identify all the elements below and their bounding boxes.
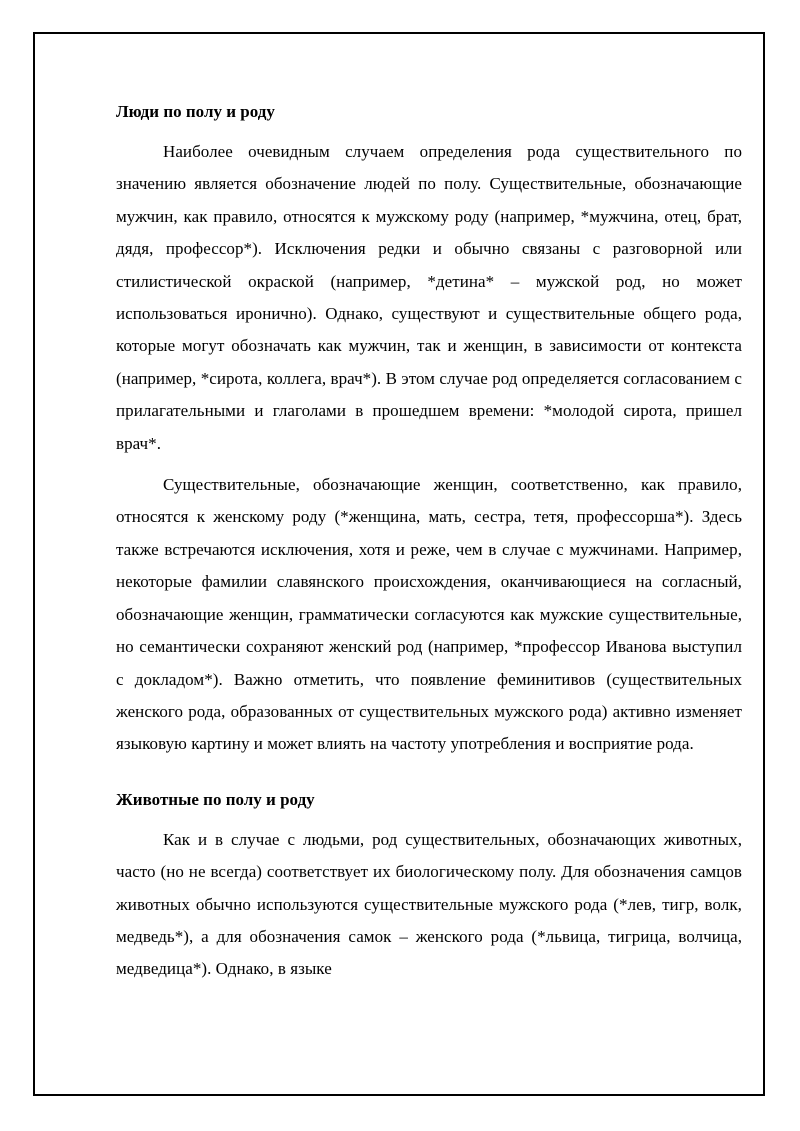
paragraph-animals: Как и в случае с людьми, род существительных, обозначающих животных, часто (но не всегда) соответствует их биологическому полу. Для обозначения самцов животных обычно используются существительные мужского рода (*лев, тигр, волк, медведь*), а для обозначения самок – женского рода (*львица, тигрица, волчица, медведица*). Однако, в языке (116, 829, 742, 979)
document-body (116, 96, 742, 986)
section-heading-animals: Животные по полу и роду (116, 789, 315, 809)
section-heading-people: Люди по полу и роду (116, 102, 275, 121)
paragraph-people-women: Существительные, обозначающие женщин, соответственно, как правило, относятся к женскому роду (*женщина, мать, сестра, тетя, профессорша*). Здесь также встречаются исключения, хотя и реже, чем в случае с мужчинами. Например, некоторые фамилии славянского происхождения, оканчивающиеся на согласный, обозначающие женщин, грамматически согласуются как мужские существительные, но семантически сохраняют женский род (например, *профессор Иванова выступил с докладом*). Важно отметить, что появление феминитивов (существительных женского рода, образованных от существительных мужского рода) активно изменяет языковую картину и может влиять на частоту употребления и восприятие рода. (116, 475, 742, 754)
paragraph-people-men: Наиболее очевидным случаем определения рода существительного по значению является обозначение людей по полу. Существительные, обозначающие мужчин, как правило, относятся к мужскому роду (например, *мужчина, отец, брат, дядя, профессор*). Исключения редки и обычно связаны с разговорной или стилистической окраской (например, *детина* – мужской род, но может использоваться иронично). Однако, существуют и существительные общего рода, которые могут обозначать как мужчин, так и женщин, в зависимости от контекста (например, *сирота, коллега, врач*). В этом случае род определяется согласованием с прилагательными и глаголами в прошедшем времени: *молодой сирота, пришел врач*. (116, 142, 742, 453)
